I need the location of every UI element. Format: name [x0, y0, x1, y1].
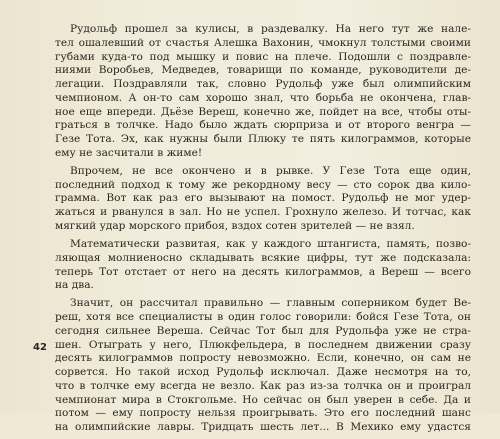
text-line: Значит, он рассчитал правильно — главным соперником будет Ве-: [70, 297, 471, 310]
text-line: потом — ему попросту нельзя проигрывать. Это его последний шанс: [55, 407, 471, 420]
text-line: ляющая молниеносно складывать всякие цифры, тут же подсказала:: [55, 251, 471, 264]
text-line: на два.: [55, 279, 94, 292]
paragraph: [55, 23, 471, 161]
text-body: [55, 23, 471, 439]
text-line: грамма. Вот как раз его вызывают на помост. Рудольф не мог удер-: [55, 192, 471, 205]
text-line: легации. Поздравляли так, словно Рудольф уже был олимпийским: [55, 78, 471, 90]
text-line: Впрочем, не все окончено и в рывке. У Гезе Тота еще один,: [70, 164, 471, 177]
text-line: тел ошалевший от счастья Алешка Вахонин, чмокнул толстыми своими: [55, 36, 471, 49]
page-number: 42: [33, 342, 47, 353]
text-line: на олимпийские лавры. Тридцать шесть лет... В Мехико ему удастся: [55, 421, 471, 434]
text-line: Математически развитая, как у каждого штангиста, память, позво-: [70, 238, 471, 251]
text-line: Гезе Тота. Эх, как нужны были Плюку те пять килограммов, которые: [55, 133, 471, 145]
text-line: ему не засчитали в жиме!: [55, 146, 203, 159]
text-line: ное еще впереди. Дьёзе Вереш, конечно же, пойдет на все, чтобы оты-: [55, 105, 471, 118]
text-line: мягкий удар морского прибоя, вздох сотен зрителей — не взял.: [55, 219, 415, 232]
text-line: что в толчке ему всегда не везло. Как раз из-за толчка он и проиграл: [55, 379, 471, 392]
text-line: шен. Отыграть у него, Плюкфельдера, в последнем движении сразу: [55, 338, 471, 351]
text-line: чемпионат мира в Стокгольме. Но сейчас он был уверен в себе. Да и: [55, 393, 471, 406]
text-line: последний подход к тому же рекордному весу — сто сорок два кило-: [55, 178, 471, 191]
text-line: ниями Воробьев, Медведев, товарищи по команде, руководители де-: [55, 64, 471, 77]
text-line: сегодня сильнее Вереша. Сейчас Тот был для Рудольфа уже не стра-: [55, 324, 471, 337]
paragraph: [55, 238, 471, 293]
text-line: губами куда-то под мышку и повис на плече. Подошли с поздравле-: [55, 50, 471, 63]
text-line: чемпионом. А он-то сам хорошо знал, что борьба не окончена, глав-: [55, 91, 471, 104]
text-line: граться в толчке. Надо было ждать сюрприза и от второго венгра —: [55, 119, 471, 132]
text-line: сорвется. Но такой исход Рудольф исключал. Даже несмотря на то,: [55, 366, 471, 379]
paragraph: [55, 297, 471, 435]
text-line: Рудольф прошел за кулисы, в раздевалку. На него тут же нале-: [70, 23, 471, 35]
text-line: теперь Тот отстает от него на десять килограммов, а Вереш — всего: [55, 265, 471, 278]
text-line: реш, хотя все специалисты в один голос говорили: бойся Гезе Тота, он: [55, 311, 471, 324]
paragraph: [55, 165, 471, 234]
text-line: десять килограммов попросту невозможно. Если, конечно, он сам не: [55, 352, 471, 365]
text-line: жаться и рванулся в зал. Но не успел. Грохнуло железо. И тотчас, как: [55, 206, 471, 219]
